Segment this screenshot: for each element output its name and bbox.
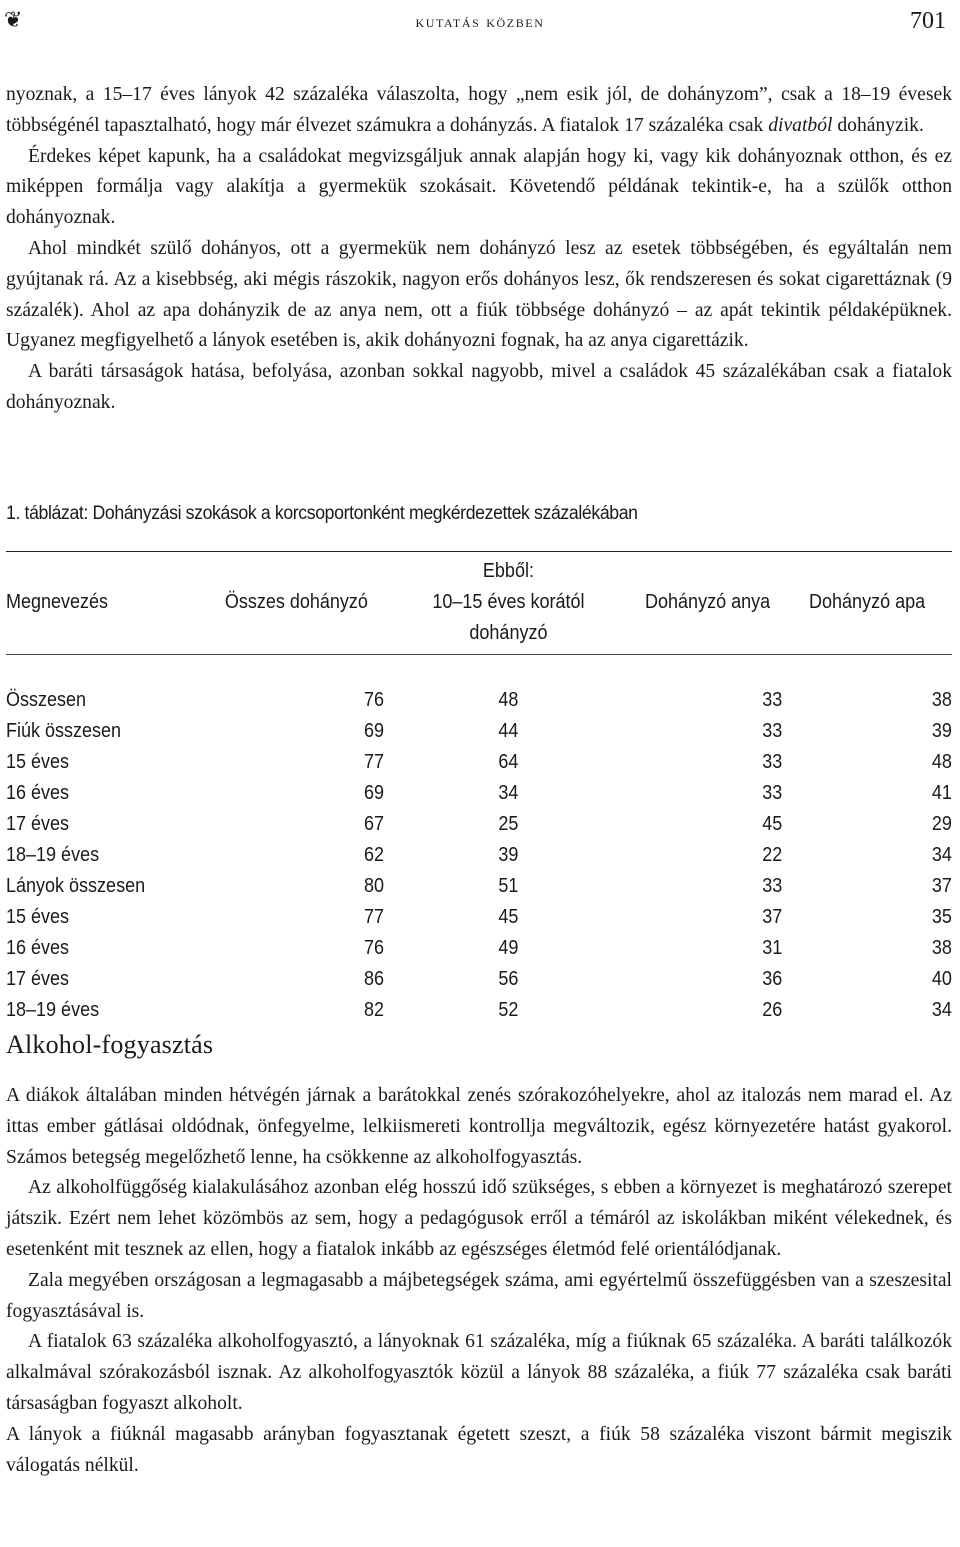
table-header-row xyxy=(6,551,952,654)
cell-total: 69 xyxy=(363,720,384,742)
cell-early: 45 xyxy=(498,906,519,928)
cell-father: 34 xyxy=(931,844,952,866)
cell-mother: 33 xyxy=(762,751,783,773)
table-row xyxy=(6,902,952,933)
cell-mother: 33 xyxy=(762,689,783,711)
table-row xyxy=(6,871,952,902)
column-header-name: Megnevezés xyxy=(6,591,109,613)
paragraph: A baráti társaságok hatása, befolyása, azonban sokkal nagyobb, mivel a családok 45 százalékában csak a fiatalok dohányoznak. xyxy=(6,361,952,413)
page-number: 701 xyxy=(910,8,946,34)
cell-father: 41 xyxy=(931,782,952,804)
cell-mother: 31 xyxy=(762,937,783,959)
cell-total: 76 xyxy=(363,689,384,711)
cell-early: 48 xyxy=(498,689,519,711)
cell-total: 62 xyxy=(363,844,384,866)
paragraph: nyoznak, a 15–17 éves lányok 42 százaléka válaszolta, hogy „nem esik jól, de dohányzom”, csak a 18–19 évesek többségénél tapasztalható, hogy már élvezet számukra a dohányzás. A fiatalok 17 százaléka csak divatból dohányzik. xyxy=(6,84,952,136)
paragraph: A fiatalok 63 százaléka alkoholfogyasztó, a lányoknak 61 százaléka, míg a fiúknak 65 százaléka. A baráti találkozók alkalmával szórakozásból isznak. Az alkoholfogyasztók közül a lányok 88 százaléka, a fiúk 77 százaléka csak baráti társaságban fogyaszt alkoholt. xyxy=(6,1331,952,1414)
table-row xyxy=(6,747,952,778)
emphasis: divatból xyxy=(768,114,833,136)
cell-father: 37 xyxy=(931,875,952,897)
row-label: 17 éves xyxy=(6,968,70,990)
column-header-early: Ebből: 10–15 éves korától dohányzó xyxy=(432,560,585,644)
cell-mother: 37 xyxy=(762,906,783,928)
row-label: 15 éves xyxy=(6,906,70,928)
paragraph: A diákok általában minden hétvégén járnak a barátokkal zenés szórakozóhelyekre, ahol az italozás nem marad el. Az ittas ember gátlásai oldódnak, önfegyelme, lelkiismereti kontrollja megváltozik, egész környezetére hatást gyakorol. Számos betegség megelőzhető lenne, ha csökkenne az alkoholfogyasztás. xyxy=(6,1085,952,1168)
cell-total: 82 xyxy=(363,999,384,1021)
cell-mother: 26 xyxy=(762,999,783,1021)
smoking-habits-table xyxy=(6,551,952,1026)
row-label: 15 éves xyxy=(6,751,70,773)
cell-total: 76 xyxy=(363,937,384,959)
table-caption: 1. táblázat: Dohányzási szokások a korcsoportonként megkérdezettek százalékában xyxy=(6,503,638,524)
table-row xyxy=(6,840,952,871)
cell-early: 25 xyxy=(498,813,519,835)
column-header-total: Összes dohányzó xyxy=(224,591,368,613)
row-label: 18–19 éves xyxy=(6,844,100,866)
row-label: Összesen xyxy=(6,689,87,711)
cell-father: 29 xyxy=(931,813,952,835)
table-row xyxy=(6,964,952,995)
fashion-sentence: A fiatalok 17 százaléka csak divatból dohányzik. xyxy=(541,114,924,136)
cell-father: 38 xyxy=(931,937,952,959)
cell-early: 44 xyxy=(498,720,519,742)
paragraph: A lányok a fiúknál magasabb arányban fogyasztanak égetett szeszt, a fiúk 58 százaléka viszont bármit megiszik válogatás nélkül. xyxy=(6,1423,952,1476)
cell-early: 39 xyxy=(498,844,519,866)
cell-total: 77 xyxy=(363,906,384,928)
cell-early: 34 xyxy=(498,782,519,804)
cell-early: 64 xyxy=(498,751,519,773)
paragraph: Az alkoholfüggőség kialakulásához azonban elég hosszú idő szükséges, s ebben a környezet is meghatározó szerepet játszik. Ezért nem lehet közömbös az sem, hogy a pedagógusok erről a témáról az iskolákban miként vélekednek, és esetenként mit tesznek az ellen, hogy a fiatalok inkább az egészséges életmód felé orientálódjanak. xyxy=(6,1177,952,1260)
cell-total: 69 xyxy=(363,782,384,804)
row-label: Lányok összesen xyxy=(6,875,146,897)
row-label: 18–19 éves xyxy=(6,999,100,1021)
cell-father: 39 xyxy=(931,720,952,742)
section-heading: Alkohol-fogyasztás xyxy=(6,1030,214,1059)
alcohol-text xyxy=(6,1081,952,1481)
table-row xyxy=(6,716,952,747)
table-body xyxy=(6,654,952,1026)
cell-total: 86 xyxy=(363,968,384,990)
row-label: 16 éves xyxy=(6,937,70,959)
cell-total: 67 xyxy=(363,813,384,835)
running-header xyxy=(0,6,960,36)
cell-early: 49 xyxy=(498,937,519,959)
cell-early: 56 xyxy=(498,968,519,990)
cell-mother: 36 xyxy=(762,968,783,990)
table-row xyxy=(6,778,952,809)
running-title: kutatás közben xyxy=(415,12,545,31)
paragraph: Érdekes képet kapunk, ha a családokat megvizsgáljuk annak alapján hogy ki, vagy kik dohányoznak otthon, és ez miképpen formálja vagy alakítja a gyermekük szokásait. Követendő példának tekintik-e, ha a szülők otthon dohányoznak. xyxy=(6,145,952,229)
cell-father: 35 xyxy=(931,906,952,928)
cell-early: 51 xyxy=(498,875,519,897)
table-row xyxy=(6,685,952,716)
cell-total: 80 xyxy=(363,875,384,897)
column-header-mother: Dohányzó anya xyxy=(645,591,771,613)
cell-father: 38 xyxy=(931,689,952,711)
row-label: 17 éves xyxy=(6,813,70,835)
cell-mother: 33 xyxy=(762,782,783,804)
column-header-father: Dohányzó apa xyxy=(809,591,926,613)
cell-father: 48 xyxy=(931,751,952,773)
paragraph: Zala megyében országosan a legmagasabb a májbetegségek száma, ami egyértelmű összefüggésben van a szeszesital fogyasztásával is. xyxy=(6,1269,952,1322)
cell-mother: 33 xyxy=(762,720,783,742)
cell-mother: 33 xyxy=(762,875,783,897)
cell-early: 52 xyxy=(498,999,519,1021)
row-label: 16 éves xyxy=(6,782,70,804)
cell-total: 77 xyxy=(363,751,384,773)
paragraph: Ahol mindkét szülő dohányos, ott a gyermekük nem dohányzó lesz az esetek többségében, és egyáltalán nem gyújtanak rá. Az a kisebbség, aki mégis rászokik, nagyon erős dohányos lesz, ők rendszeresen és sokat cigarettáznak (9 százalék). Ahol az apa dohányzik de az anya nem, ott a fiúk többsége dohányzó – az apát tekintik példaképüknek. Ugyanez megfigyelhető a lányok esetében is, akik dohányozni fognak, ha az anya cigarettázik. xyxy=(6,237,952,352)
table-row xyxy=(6,995,952,1026)
cell-father: 40 xyxy=(931,968,952,990)
fleuron-icon: ❦ xyxy=(4,7,23,32)
intro-text xyxy=(6,80,952,419)
cell-father: 34 xyxy=(931,999,952,1021)
cell-mother: 22 xyxy=(762,844,783,866)
cell-mother: 45 xyxy=(762,813,783,835)
table-row xyxy=(6,809,952,840)
row-label: Fiúk összesen xyxy=(6,720,122,742)
table-row xyxy=(6,933,952,964)
